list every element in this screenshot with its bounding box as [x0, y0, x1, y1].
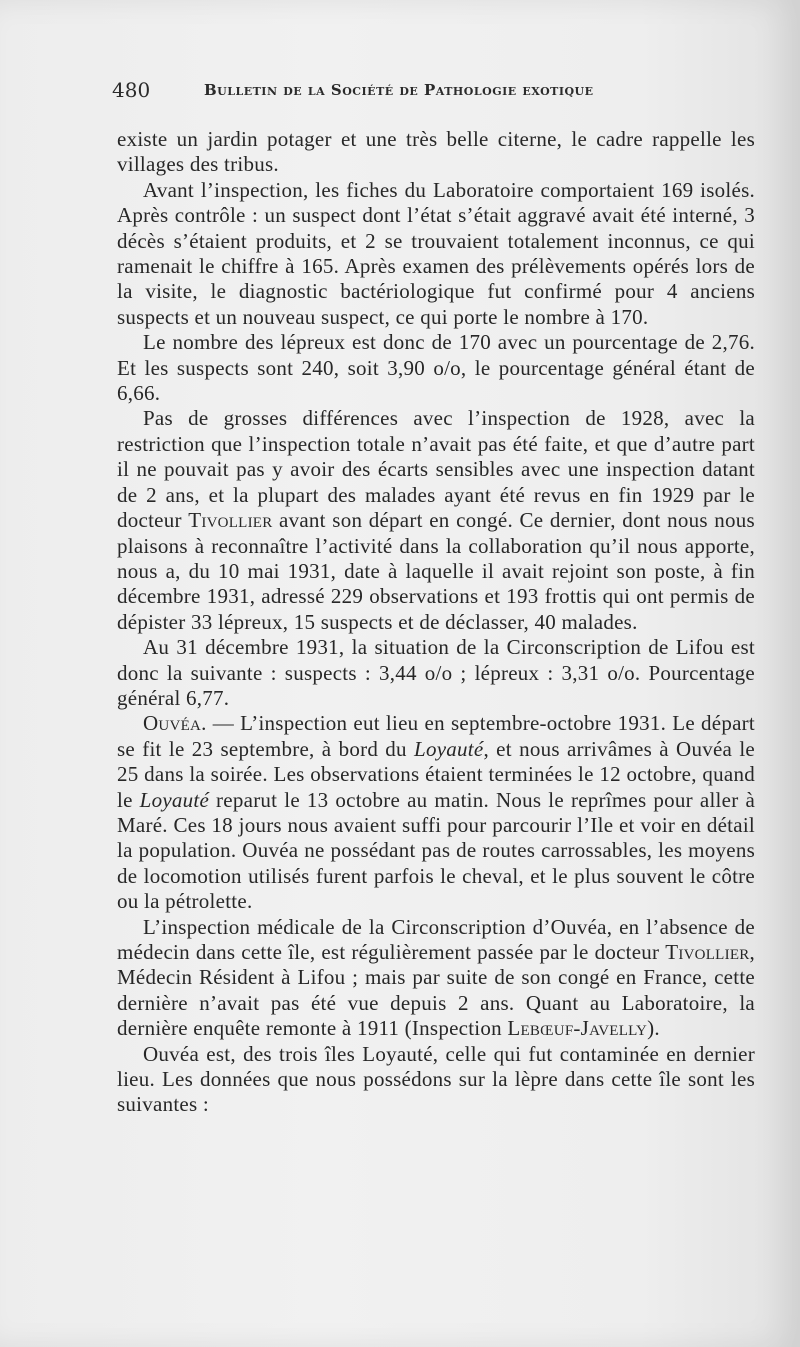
- text-run: , et nous arrivâmes à Ouvéa le 25 dans la soirée. Les observations étaient terminées le 12 octobre, quand le: [117, 736, 756, 812]
- text-run: Ouvéa est, des trois îles Loyauté, celle qui fut contaminée en dernier lieu. Les données que nous possédons sur la lèpre dans cette île sont les suivantes :: [117, 1041, 755, 1117]
- paragraph: [117, 406, 755, 635]
- paragraph: [117, 178, 755, 330]
- italic-text: Loyauté: [139, 787, 210, 812]
- page-number: 480: [112, 78, 151, 102]
- text-run: Avant l’inspection, les fiches du Laboratoire comportaient 169 isolés. Après contrôle : un suspect dont l’état s’était aggravé avait été interné, 3 décès s’étaient produits, et 2 se trouvaient totalement inconnus, ce qui ramenait le chiffre à 165. Après examen des prélèvements opérés lors de la visite, le diagnostic bactériologique fut confirmé pour 4 anciens suspects et un nouveau suspect, ce qui porte le nombre à 170.: [117, 177, 755, 329]
- small-caps-name: Tivollier: [188, 508, 273, 533]
- text-run: reparut le 13 octobre au matin. Nous le reprîmes pour aller à Maré. Ces 18 jours nous avaient suffi pour parcourir l’Ile et voir en détail la population. Ouvéa ne possédant pas de routes carrossables, les moyens de locomotion utilisés furent parfois le cheval, et le plus souvent le côtre ou la pétrolette.: [117, 787, 756, 914]
- paragraph: [117, 635, 755, 711]
- page-header: [112, 78, 682, 108]
- small-caps-name: Tivollier: [665, 940, 750, 964]
- text-run: Le nombre des lépreux est donc de 170 avec un pourcentage de 2,76. Et les suspects sont 240, soit 3,90 o/o, le pourcentage général étant de 6,66.: [117, 330, 755, 406]
- paragraph: [117, 711, 755, 914]
- text-run: L’inspection médicale de la Circonscription d’Ouvéa, en l’absence de médecin dans cette île, est régulièrement passée par le docteur: [117, 914, 755, 964]
- text-run: Pas de grosses différences avec l’inspection de 1928, avec la restriction que l’inspection totale n’avait pas été faite, et que d’autre part il ne pouvait pas y avoir des écarts sensibles avec une inspection datant de 2 ans, et la plupart des malades ayant été revus en fin 1929 par le docteur: [117, 406, 755, 533]
- paragraph: [117, 1042, 755, 1118]
- italic-text: Loyauté: [414, 736, 484, 761]
- paragraph: [117, 915, 755, 1042]
- text-run: existe un jardin potager et une très belle citerne, le cadre rappelle les villages des tribus.: [117, 127, 755, 177]
- text-run: , Médecin Résident à Lifou ; mais par suite de son congé en France, cette dernière n’avait pas été vue depuis 2 ans. Quant au Laboratoire, la dernière enquête remonte à 1911 (Inspection: [117, 940, 755, 1041]
- small-caps-name: Lebœuf-Javelly: [507, 1016, 648, 1041]
- paragraph: [117, 330, 755, 406]
- small-caps-name: Ouvéa: [143, 711, 202, 736]
- text-run: Au 31 décembre 1931, la situation de la Circonscription de Lifou est donc la suivante : suspects : 3,44 o/o ; lépreux : 3,31 o/o. Pourcentage général 6,77.: [117, 635, 755, 710]
- paragraph: [117, 127, 755, 178]
- text-run: . — L’inspection eut lieu en septembre-octobre 1931. Le départ se fit le 23 septembre, à bord du: [117, 711, 755, 761]
- text-run: ).: [647, 1016, 660, 1041]
- text-run: avant son départ en congé. Ce dernier, dont nous nous plaisons à reconnaître l’activité dans la collaboration qu’il nous apporte, nous a, du 10 mai 1931, date à laquelle il avait rejoint son poste, à fin décembre 1931, adressé 229 observations et 193 frottis qui ont permis de dépister 33 lépreux, 15 suspects et de déclasser, 40 malades.: [117, 508, 755, 634]
- running-title: Bulletin de la Société de Pathologie exotique: [204, 81, 594, 99]
- body-text: [117, 127, 755, 1118]
